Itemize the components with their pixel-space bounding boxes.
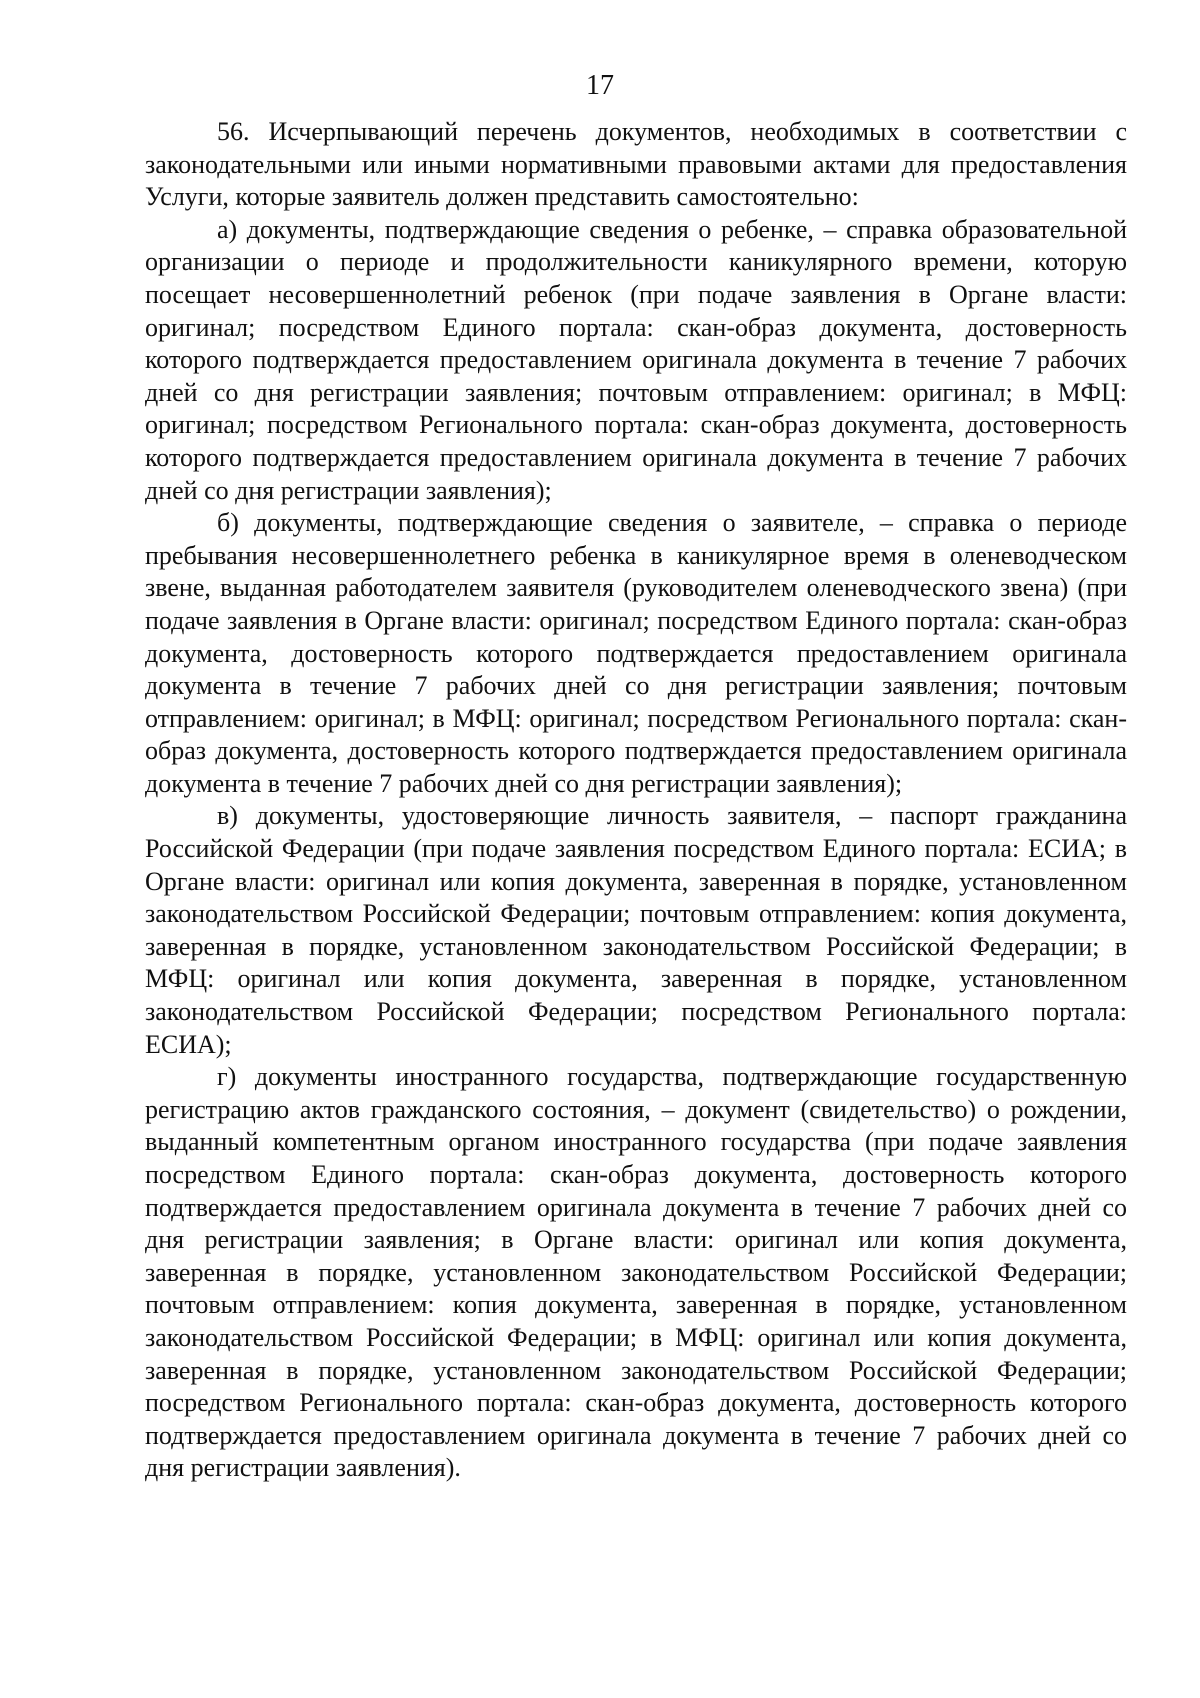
paragraph-item-v: в) документы, удостоверяющие личность заявителя, – паспорт гражданина Российской Федерации (при подаче заявления посредством Единого портала: ЕСИА; в Органе власти: оригинал или копия документа, заверенная в порядке, установленном законодательством Российской Федерации; почтовым отправлением: копия документа, заверенная в порядке, установленном законодательством Российской Федерации; в МФЦ: оригинал или копия документа, заверенная в порядке, установленном законодательством Российской Федерации; посредством Регионального портала: ЕСИА);: [145, 801, 1127, 1059]
paragraph-item-a: а) документы, подтверждающие сведения о ребенке, – справка образовательной организации о периоде и продолжительности каникулярного времени, которую посещает несовершеннолетний ребенок (при подаче заявления в Органе власти: оригинал; посредством Единого портала: скан-образ документа, достоверность которого подтверждается предоставлением оригинала документа в течение 7 рабочих дней со дня регистрации заявления; почтовым отправлением: оригинал; в МФЦ: оригинал; посредством Регионального портала: скан-образ документа, достоверность которого подтверждается предоставлением оригинала документа в течение 7 рабочих дней со дня регистрации заявления);: [145, 214, 1127, 505]
paragraph-item-g: г) документы иностранного государства, подтверждающие государственную регистрацию актов гражданского состояния, – документ (свидетельство) о рождении, выданный компетентным органом иностранного государства (при подаче заявления посредством Единого портала: скан-образ документа, достоверность которого подтверждается предоставлением оригинала документа в течение 7 рабочих дней со дня регистрации заявления; в Органе власти: оригинал или копия документа, заверенная в порядке, установленном законодательством Российской Федерации; почтовым отправлением: копия документа, заверенная в порядке, установленном законодательством Российской Федерации; в МФЦ: оригинал или копия документа, заверенная в порядке, установленном законодательством Российской Федерации; посредством Регионального портала: скан-образ документа, достоверность которого подтверждается предоставлением оригинала документа в течение 7 рабочих дней со дня регистрации заявления).: [145, 1062, 1127, 1483]
paragraph-item-b: б) документы, подтверждающие сведения о заявителе, – справка о периоде пребывания несовершеннолетнего ребенка в каникулярное время в оленеводческом звене, выданная работодателем заявителя (руководителем оленеводческого звена) (при подаче заявления в Органе власти: оригинал; посредством Единого портала: скан-образ документа, достоверность которого подтверждается предоставлением оригинала документа в течение 7 рабочих дней со дня регистрации заявления; почтовым отправлением: оригинал; в МФЦ: оригинал; посредством Регионального портала: скан-образ документа, достоверность которого подтверждается предоставлением оригинала документа в течение 7 рабочих дней со дня регистрации заявления);: [145, 508, 1127, 798]
paragraph-56-intro: 56. Исчерпывающий перечень документов, необходимых в соответствии с законодательными или иными нормативными правовыми актами для предоставления Услуги, которые заявитель должен представить самостоятельно:: [145, 117, 1127, 212]
document-body: [145, 116, 1127, 1485]
page-number: 17: [586, 70, 614, 101]
